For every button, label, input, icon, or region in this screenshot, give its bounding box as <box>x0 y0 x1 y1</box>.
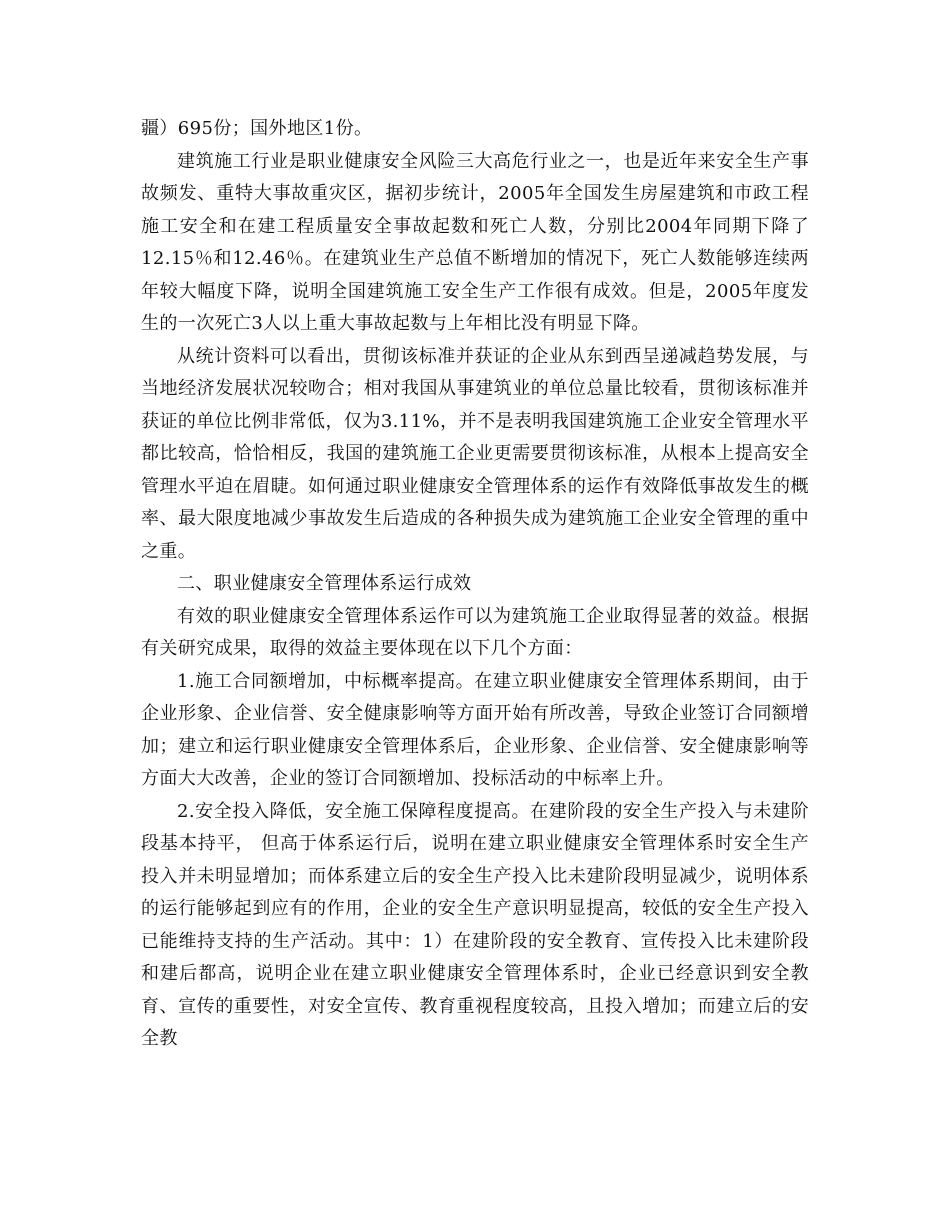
section-heading: 二、职业健康安全管理体系运行成效 <box>177 573 472 594</box>
paragraph-benefits-intro: 有效的职业健康安全管理体系运作可以为建筑施工企业取得显著的效益。根据有关研究成果，取得的效益主要体现在以下几个方面： <box>141 605 809 659</box>
paragraph-statistics-analysis: 从统计资料可以看出，贯彻该标准并获证的企业从东到西呈递减趋势发展，与当地经济发展状况较吻合；相对我国从事建筑业的单位总量比较看，贯彻该标准并获证的单位比例非常低，仅为3.11%，并不是表明我国建筑施工企业安全管理水平都比较高，恰恰相反，我国的建筑施工企业更需要贯彻该标准，从根本上提高安全管理水平迫在眉睫。如何通过职业健康安全管理体系的运作有效降低事故发生的概率、最大限度地减少事故发生后造成的各种损失成为建筑施工企业安全管理的重中之重。 <box>141 345 809 562</box>
paragraph-continuation: 疆）695份；国外地区1份。 <box>141 118 373 139</box>
document-body <box>141 113 809 1056</box>
paragraph-industry-risk: 建筑施工行业是职业健康安全风险三大高危行业之一，也是近年来安全生产事故频发、重特大事故重灾区，据初步统计，2005年全国发生房屋建筑和市政工程施工安全和在建工程质量安全事故起数和死亡人数，分别比2004年同期下降了12.15％和12.46％。在建筑业生产总值不断增加的情况下，死亡人数能够连续两年较大幅度下降，说明全国建筑施工安全生产工作很有成效。但是，2005年度发生的一次死亡3人以上重大事故起数与上年相比没有明显下降。 <box>141 150 809 334</box>
paragraph-benefit-2: 2.安全投入降低，安全施工保障程度提高。在建阶段的安全生产投入与未建阶段基本持平， 但高于体系运行后，说明在建立职业健康安全管理体系时安全生产投入并未明显增加；而体系建立后的安全生产投入比未建阶段明显减少，说明体系的运行能够起到应有的作用，企业的安全生产意识明显提高，较低的安全生产投入已能维持支持的生产活动。其中：1）在建阶段的安全教育、宣传投入比未建阶段和建后都高，说明企业在建立职业健康安全管理体系时，企业已经意识到安全教育、宣传的重要性，对安全宣传、教育重视程度较高，且投入增加；而建立后的安全教 <box>141 800 809 1049</box>
paragraph-benefit-1: 1.施工合同额增加，中标概率提高。在建立职业健康安全管理体系期间，由于企业形象、企业信誉、安全健康影响等方面开始有所改善，导致企业签订合同额增加；建立和运行职业健康安全管理体系后，企业形象、企业信誉、安全健康影响等方面大大改善，企业的签订合同额增加、投标活动的中标率上升。 <box>141 670 809 789</box>
